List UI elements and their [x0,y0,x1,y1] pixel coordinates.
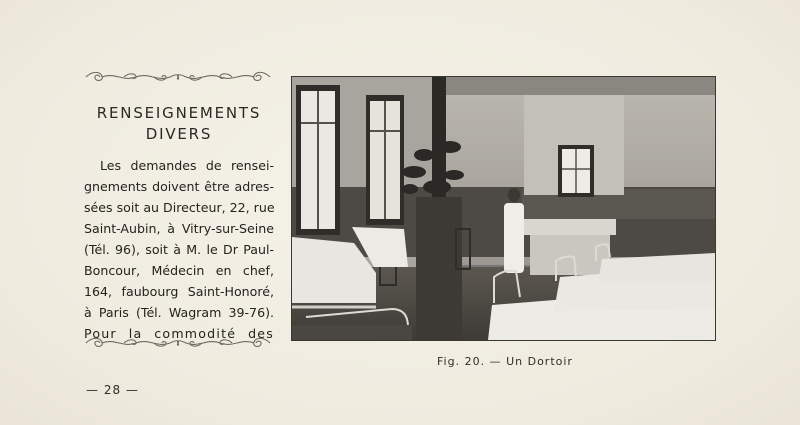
body-line: Saint-Aubin, à Vitry-sur-Seine [84,221,274,236]
body-paragraph [84,155,274,344]
body-line: 164, faubourg Saint-Honoré, [84,284,274,299]
body-line: Pour la commodité des [84,326,274,341]
body-line: Les demandes de rensei- [100,158,274,173]
body-line: Boncour, Médecin en chef, [84,263,274,278]
figure-caption: Fig. 20. — Un Dortoir [437,355,573,368]
scroll-ornament-icon [84,336,272,350]
body-line: gnements doivent être adres- [84,179,274,194]
scroll-ornament-icon [84,70,272,84]
section-heading [84,103,274,145]
heading-line-1: RENSEIGNEMENTS [96,104,262,122]
dormitory-photograph [291,76,716,341]
page-number: — 28 — [86,383,139,397]
body-line: (Tél. 96), soit à M. le Dr Paul- [84,242,274,257]
body-line: à Paris (Tél. Wagram 39-76). [84,305,274,320]
heading-line-2: DIVERS [145,125,213,143]
body-line: sées soit au Directeur, 22, rue [84,200,275,215]
